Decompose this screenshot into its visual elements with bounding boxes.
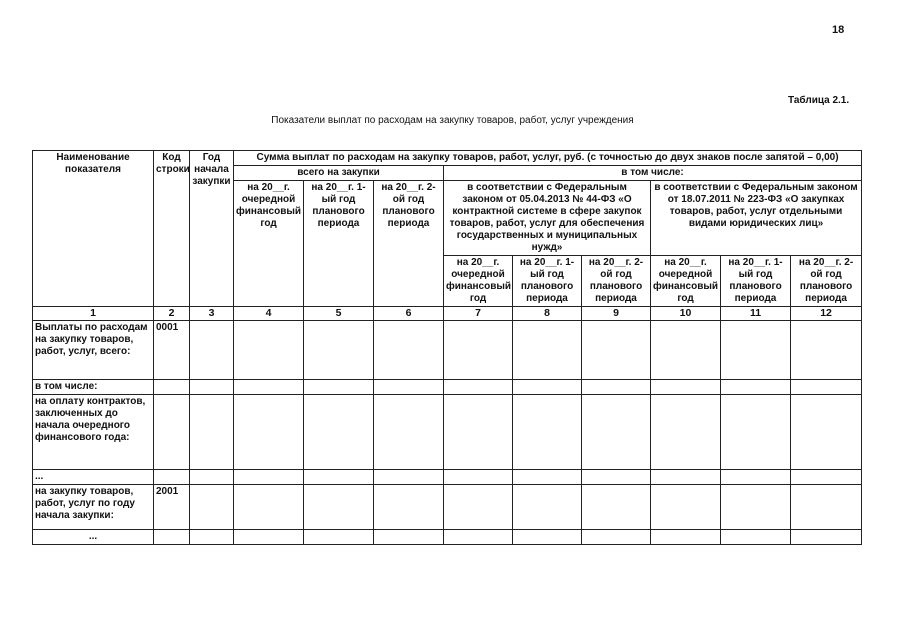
column-number: 10: [651, 307, 721, 321]
header-44fz-current-year: на 20__г. очередной финансовый год: [444, 256, 513, 307]
page-number: 18: [832, 24, 845, 36]
table-caption: Таблица 2.1.: [788, 95, 850, 106]
row-name: на закупку товаров, работ, услуг по году начала закупки:: [33, 485, 154, 530]
row-name: на оплату контрактов, заключенных до начала очередного финансового года:: [33, 395, 154, 470]
header-total-current-year: на 20__г. очередной финансовый год: [234, 181, 304, 307]
row-name: ...: [33, 470, 154, 485]
header-all-purchases: всего на закупки: [234, 166, 444, 181]
row-code: [154, 470, 190, 485]
row-name: в том числе:: [33, 380, 154, 395]
header-44fz-first-plan-year: на 20__г. 1-ый год планового периода: [513, 256, 582, 307]
table-row: [33, 321, 862, 380]
column-number: 5: [304, 307, 374, 321]
header-including: в том числе:: [444, 166, 862, 181]
header-223fz-first-plan-year: на 20__г. 1-ый год планового периода: [721, 256, 791, 307]
row-code: [154, 395, 190, 470]
column-number: 1: [33, 307, 154, 321]
table-row: [33, 530, 862, 545]
row-code: [154, 530, 190, 545]
header-223fz-current-year: на 20__г. очередной финансовый год: [651, 256, 721, 307]
header-total-second-plan-year: на 20__г. 2-ой год планового периода: [374, 181, 444, 307]
table-row: [33, 470, 862, 485]
header-start-year: Год начала закупки: [190, 151, 234, 307]
table-title: Показатели выплат по расходам на закупку товаров, работ, услуг учреждения: [271, 115, 634, 126]
column-number: 7: [444, 307, 513, 321]
payments-table: [32, 150, 862, 545]
column-number: 12: [791, 307, 862, 321]
row-name: ...: [33, 530, 154, 545]
row-code: 2001: [154, 485, 190, 530]
column-number: 6: [374, 307, 444, 321]
header-44fz-second-plan-year: на 20__г. 2-ой год планового периода: [582, 256, 651, 307]
table-row: [33, 395, 862, 470]
table-row: [33, 380, 862, 395]
column-number: 8: [513, 307, 582, 321]
row-code: [154, 380, 190, 395]
header-row-code: Код строки: [154, 151, 190, 307]
table-row: [33, 485, 862, 530]
header-indicator-name: Наименование показателя: [33, 151, 154, 307]
header-223fz-second-plan-year: на 20__г. 2-ой год планового периода: [791, 256, 862, 307]
column-number: 9: [582, 307, 651, 321]
header-law-223fz: в соответствии с Федеральным законом от 18.07.2011 № 223-ФЗ «О закупках товаров, работ, услуг отдельными видами юридических лиц»: [651, 181, 862, 256]
row-code: 0001: [154, 321, 190, 380]
column-number: 4: [234, 307, 304, 321]
header-payment-sum: Сумма выплат по расходам на закупку товаров, работ, услуг, руб. (с точностью до двух знаков после запятой – 0,00): [234, 151, 862, 166]
column-number: 2: [154, 307, 190, 321]
column-number: 3: [190, 307, 234, 321]
row-name: Выплаты по расходам на закупку товаров, работ, услуг, всего:: [33, 321, 154, 380]
header-law-44fz: в соответствии с Федеральным законом от 05.04.2013 № 44-ФЗ «О контрактной системе в сфере закупок товаров, работ, услуг для обеспечения государственных и муниципальных нужд»: [444, 181, 651, 256]
column-number: 11: [721, 307, 791, 321]
header-total-first-plan-year: на 20__г. 1-ый год планового периода: [304, 181, 374, 307]
